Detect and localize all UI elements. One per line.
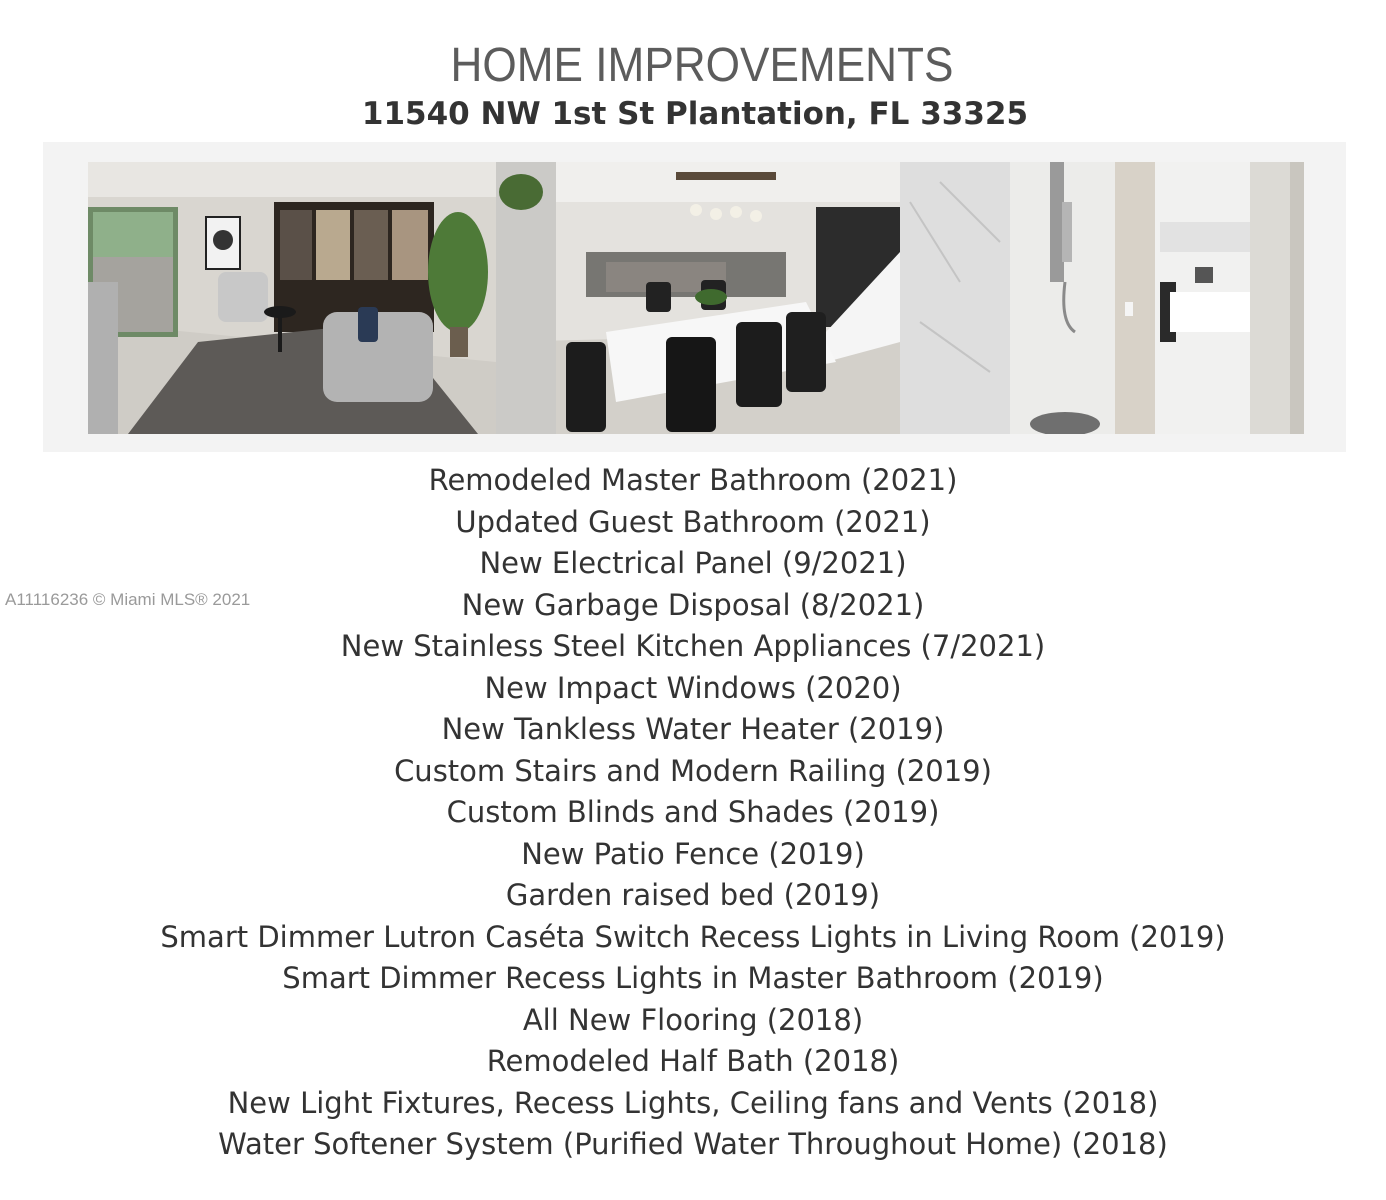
list-item: Water Softener System (Purified Water Throughout Home) (2018): [218, 1127, 1168, 1161]
list-item: New Stainless Steel Kitchen Appliances (7/2021): [340, 629, 1046, 663]
list-item: Updated Guest Bathroom (2021): [455, 504, 931, 539]
living-room-photo: [88, 162, 496, 434]
mls-watermark: A11116236 © Miami MLS® 2021: [5, 590, 251, 609]
list-item: New Electrical Panel (9/2021): [479, 546, 907, 580]
list-item: Smart Dimmer Lutron Caséta Switch Recess Lights in Living Room (2019): [160, 919, 1226, 954]
page-title: HOME IMPROVEMENTS: [450, 39, 954, 92]
list-item: Smart Dimmer Recess Lights in Master Bathroom (2019): [282, 961, 1104, 995]
dining-room-photo: [496, 162, 900, 434]
list-item: New Patio Fence (2019): [521, 836, 865, 871]
list-item: Custom Blinds and Shades (2019): [446, 795, 940, 829]
list-item: Remodeled Master Bathroom (2021): [428, 463, 958, 497]
list-item: Remodeled Half Bath (2018): [486, 1044, 900, 1078]
improvements-list: [0, 460, 1386, 1166]
list-item: New Light Fixtures, Recess Lights, Ceiling fans and Vents (2018): [227, 1085, 1159, 1120]
property-address: 11540 NW 1st St Plantation, FL 33325: [361, 96, 1029, 132]
bathroom-photo: [900, 162, 1304, 434]
list-item: Garden raised bed (2019): [505, 878, 881, 912]
list-item: New Impact Windows (2020): [484, 670, 902, 705]
list-item: Custom Stairs and Modern Railing (2019): [394, 753, 992, 788]
list-item: New Tankless Water Heater (2019): [441, 712, 945, 746]
list-item: All New Flooring (2018): [522, 1002, 864, 1037]
list-item: New Garbage Disposal (8/2021): [461, 587, 925, 622]
photo-strip: [88, 162, 1304, 434]
